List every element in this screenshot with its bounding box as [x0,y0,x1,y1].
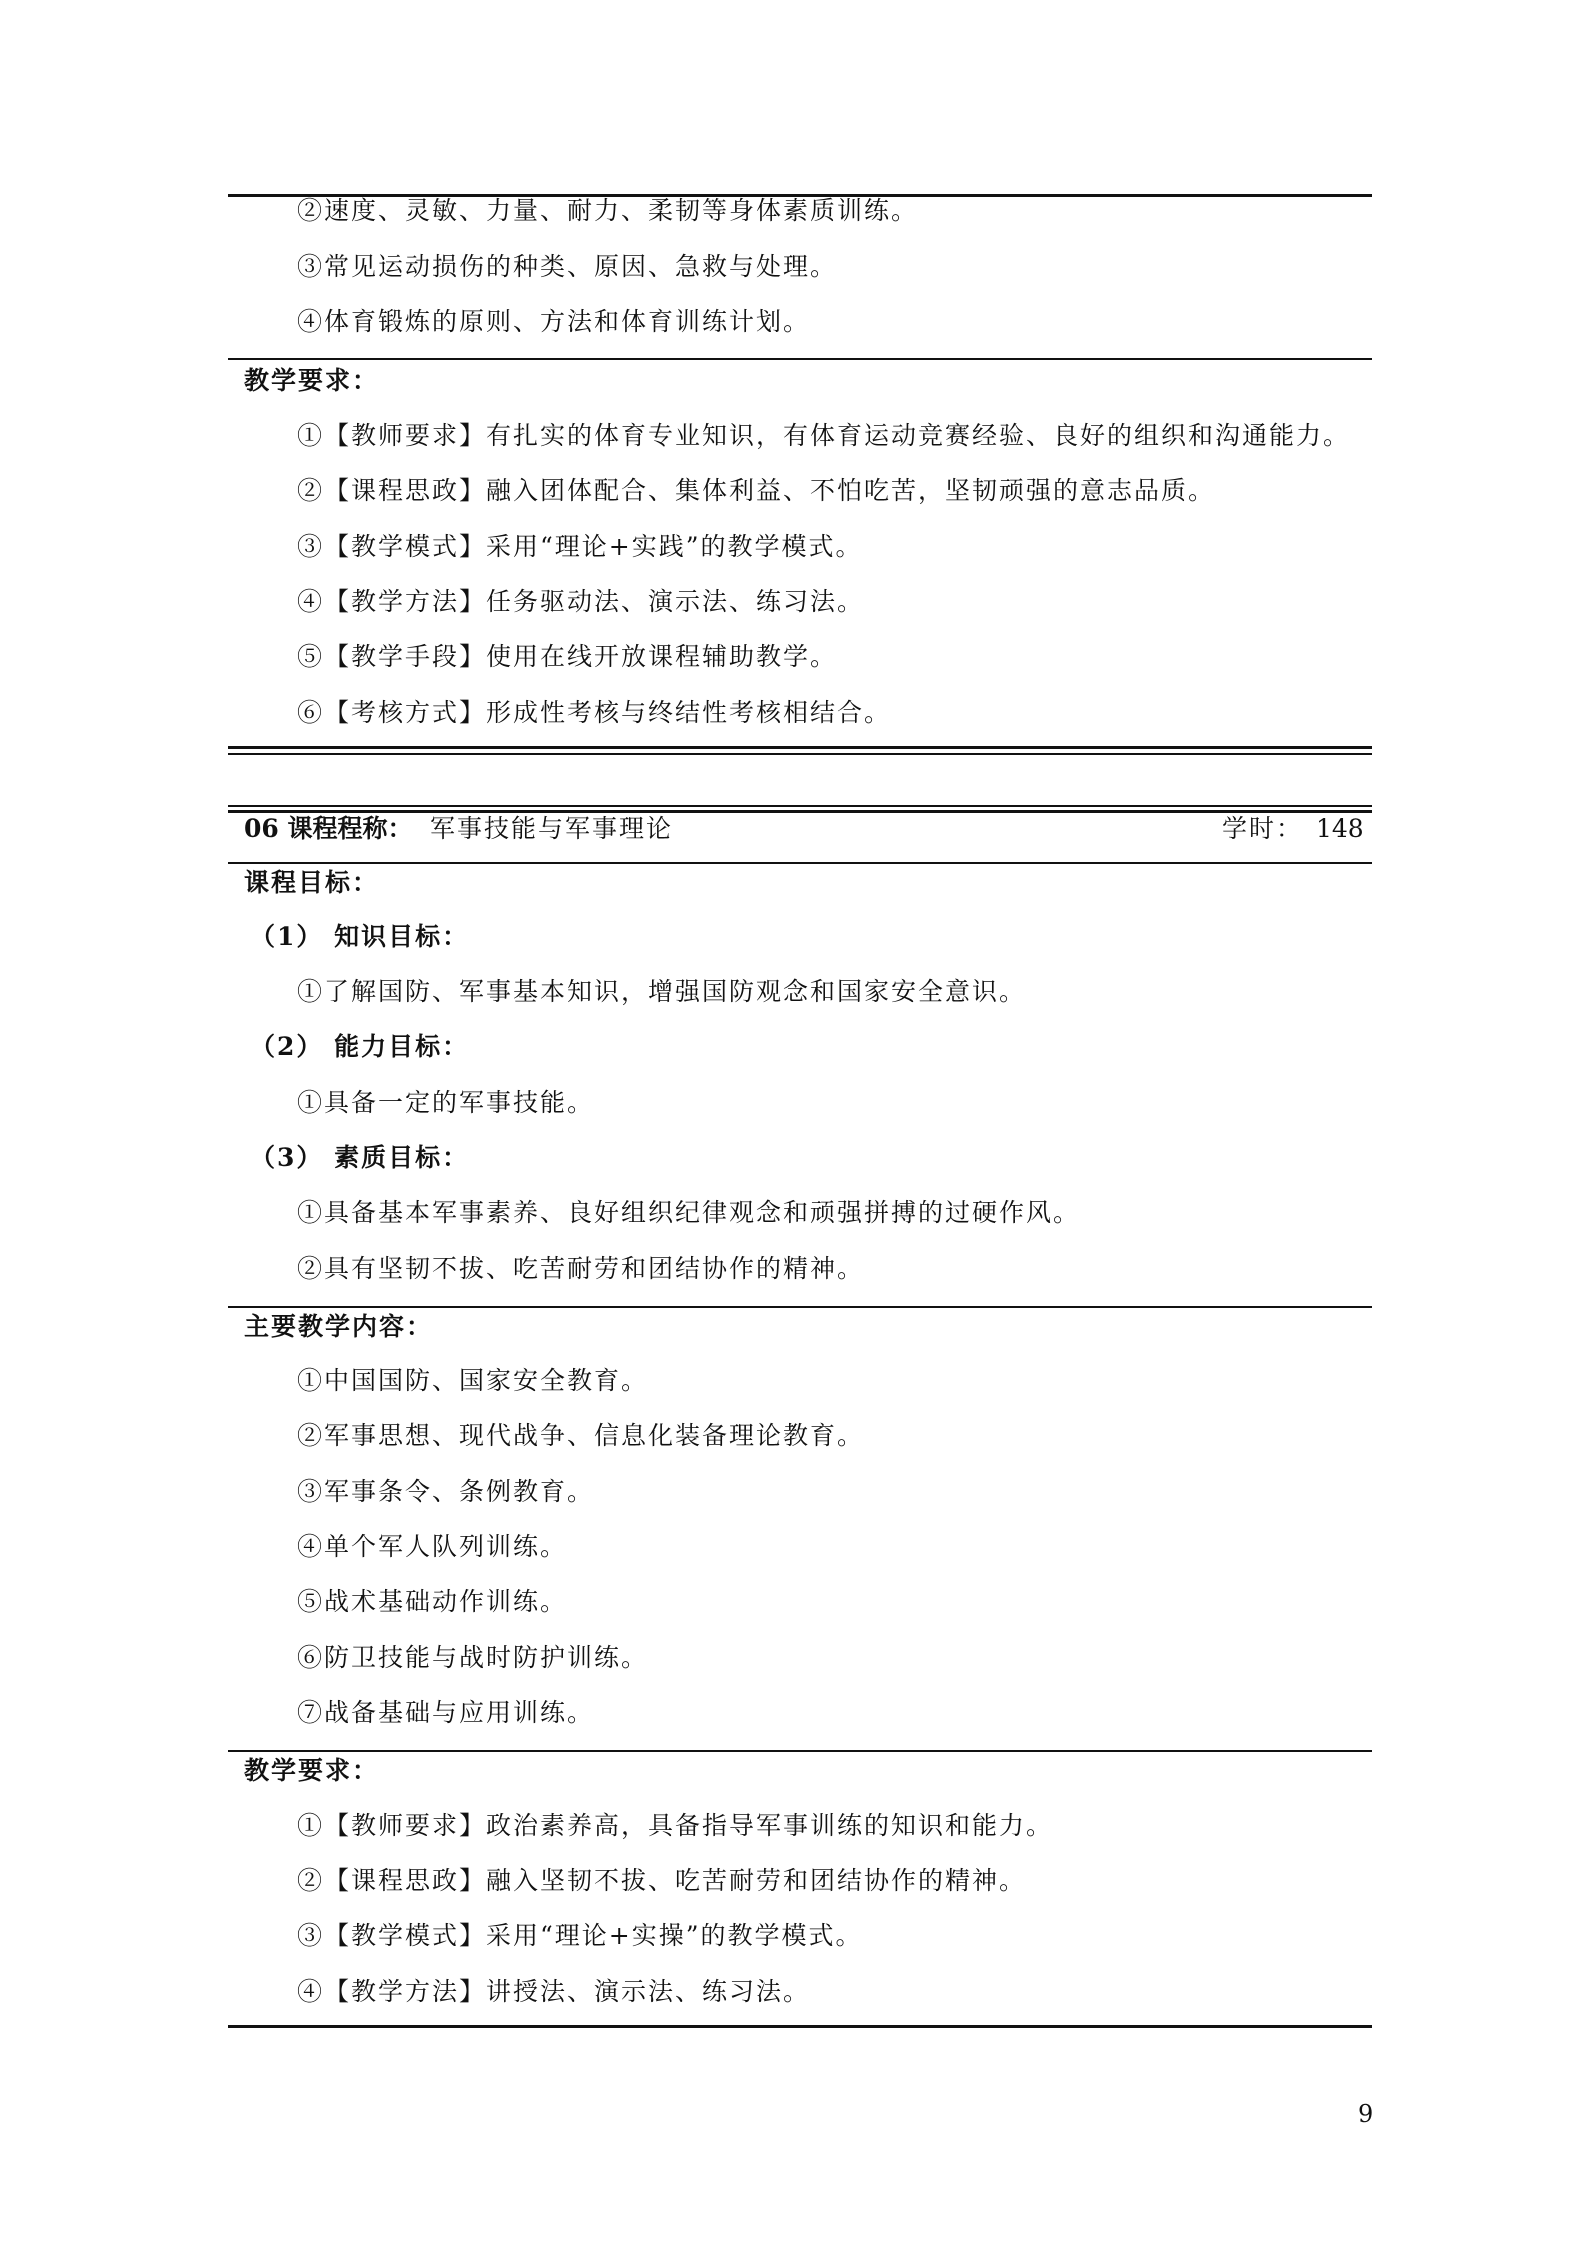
course-label: 06 课程程称： [244,814,413,843]
ability-item: ①具备一定的军事技能。 [297,1088,595,1117]
content-item: ⑤战术基础动作训练。 [297,1587,568,1616]
content-item: ②速度、灵敏、力量、耐力、柔韧等身体素质训练。 [297,196,919,225]
row-divider [228,1750,1372,1752]
table-top-border-outer [228,805,1372,807]
requirement-item: ④【教学方法】任务驱动法、演示法、练习法。 [297,587,865,616]
course-name: 军事技能与军事理论 [430,814,674,843]
row-divider [228,358,1372,360]
hours-label: 学时： [1222,814,1304,843]
content-item: ⑦战备基础与应用训练。 [297,1698,595,1727]
content-item: ⑥防卫技能与战时防护训练。 [297,1643,649,1672]
objectives-heading: 课程目标： [244,868,380,897]
table-bottom-border-inner [228,753,1372,755]
quality-item: ①具备基本军事素养、良好组织纪律观念和顽强拼搏的过硬作风。 [297,1198,1081,1227]
content-item: ③军事条令、条例教育。 [297,1477,595,1506]
row-divider [228,1306,1372,1308]
requirement-item: ④【教学方法】讲授法、演示法、练习法。 [297,1977,811,2006]
requirements-heading: 教学要求： [244,1756,380,1785]
requirement-item: ⑤【教学手段】使用在线开放课程辅助教学。 [297,642,838,671]
requirement-item: ②【课程思政】融入团体配合、集体利益、不怕吃苦，坚韧顽强的意志品质。 [297,476,1216,505]
content-item: ③常见运动损伤的种类、原因、急救与处理。 [297,252,838,281]
ability-heading: （2） 能力目标： [250,1032,470,1061]
requirement-item: ③【教学模式】采用“理论+实操”的教学模式。 [297,1921,863,1950]
table-bottom-border [228,746,1372,749]
quality-item: ②具有坚韧不拔、吃苦耐劳和团结协作的精神。 [297,1254,865,1283]
content-item: ①中国国防、国家安全教育。 [297,1366,649,1395]
content-item: ④体育锻炼的原则、方法和体育训练计划。 [297,307,811,336]
content-item: ④单个军人队列训练。 [297,1532,568,1561]
requirements-heading: 教学要求： [244,366,380,395]
requirement-item: ①【教师要求】政治素养高，具备指导军事训练的知识和能力。 [297,1811,1054,1840]
requirement-item: ①【教师要求】有扎实的体育专业知识，有体育运动竞赛经验、良好的组织和沟通能力。 [297,421,1351,450]
requirement-item: ⑥【考核方式】形成性考核与终结性考核相结合。 [297,698,892,727]
requirement-item: ③【教学模式】采用“理论+实践”的教学模式。 [297,532,863,561]
hours-value: 148 [1316,814,1364,843]
row-divider [228,862,1372,864]
content-heading: 主要教学内容： [244,1312,434,1341]
knowledge-heading: （1） 知识目标： [250,922,470,951]
quality-heading: （3） 素质目标： [250,1143,470,1172]
table-bottom-border [228,2025,1372,2028]
requirement-item: ②【课程思政】融入坚韧不拔、吃苦耐劳和团结协作的精神。 [297,1866,1027,1895]
content-item: ②军事思想、现代战争、信息化装备理论教育。 [297,1421,865,1450]
page-number: 9 [1358,2100,1374,2128]
knowledge-item: ①了解国防、军事基本知识，增强国防观念和国家安全意识。 [297,977,1027,1006]
